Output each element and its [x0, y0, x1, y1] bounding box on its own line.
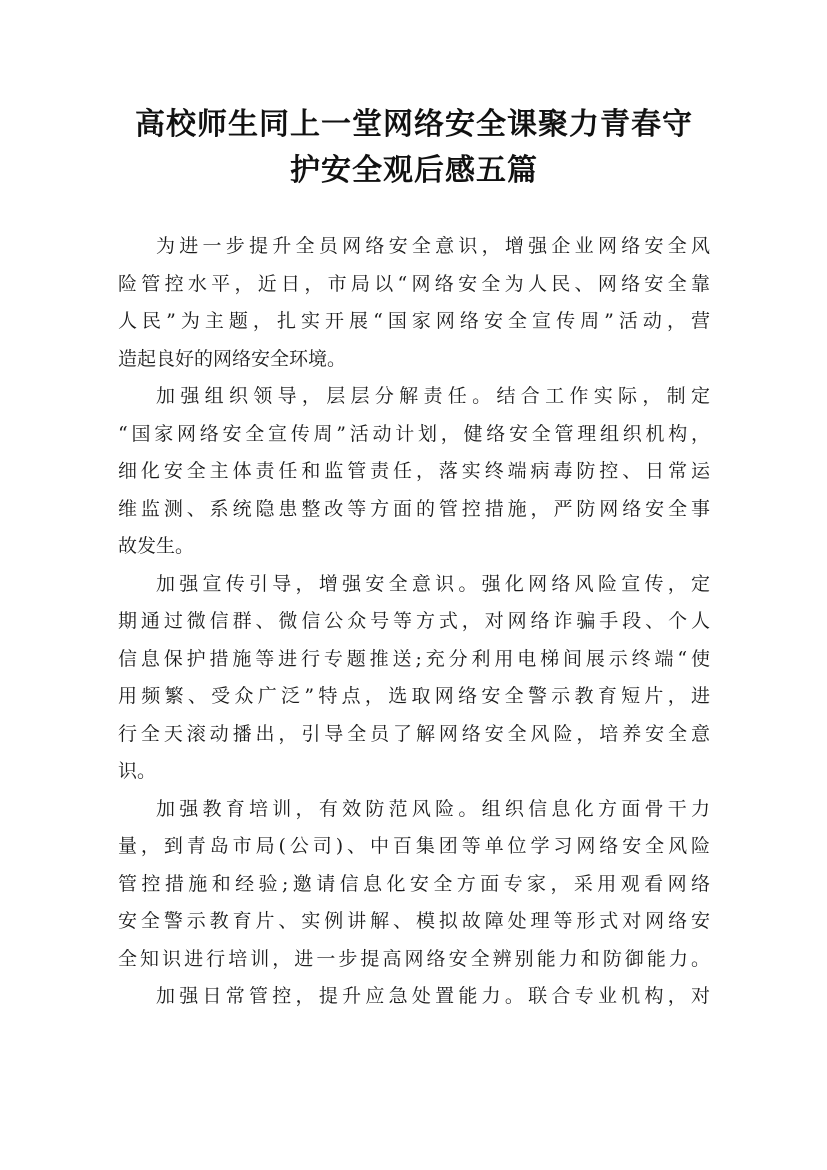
paragraph-line: 识。: [118, 760, 157, 782]
title-line: 护安全观后感五篇: [290, 153, 538, 188]
paragraph-line: 细化安全主体责任和监管责任，落实终端病毒防控、日常运: [118, 460, 710, 482]
paragraph-line: 行全天滚动播出，引导全员了解网络安全风险，培养安全意: [118, 722, 710, 745]
paragraph-line: 用频繁、受众广泛”特点，选取网络安全警示教育短片，进: [118, 685, 710, 707]
paragraph: [118, 978, 710, 1016]
title-line: 高校师生同上一堂网络安全课聚力青春守: [135, 107, 693, 142]
paragraph-line: 全知识进行培训，进一步提高网络安全辨别能力和防御能力。: [118, 947, 710, 970]
paragraph-line: 故发生。: [118, 535, 195, 557]
paragraph: [118, 228, 710, 378]
paragraph-line: 加强组织领导，层层分解责任。结合工作实际，制定: [156, 385, 710, 407]
paragraph-line: 管控措施和经验;邀请信息化安全方面专家，采用观看网络: [118, 872, 710, 895]
paragraph-line: 维监测、系统隐患整改等方面的管控措施，严防网络安全事: [118, 497, 710, 520]
document-title: [118, 102, 710, 194]
paragraph-line: “国家网络安全宣传周”活动计划，健络安全管理组织机构，: [118, 422, 710, 445]
document-body: [118, 228, 710, 1016]
paragraph-line: 险管控水平，近日，市局以“网络安全为人民、网络安全靠: [118, 272, 710, 295]
paragraph-line: 安全警示教育片、实例讲解、模拟故障处理等形式对网络安: [118, 910, 710, 932]
paragraph-line: 期通过微信群、微信公众号等方式，对网络诈骗手段、个人: [118, 610, 710, 632]
paragraph-line: 量，到青岛市局(公司)、中百集团等单位学习网络安全风险: [118, 835, 710, 857]
paragraph: [118, 378, 710, 566]
paragraph-line: 造起良好的网络安全环境。: [118, 347, 347, 370]
paragraph-line: 加强教育培训，有效防范风险。组织信息化方面骨干力: [156, 797, 710, 820]
paragraph-line: 加强日常管控，提升应急处置能力。联合专业机构，对: [156, 985, 710, 1007]
paragraph: [118, 791, 710, 979]
paragraph-line: 加强宣传引导，增强安全意识。强化网络风险宣传，定: [156, 572, 710, 595]
paragraph: [118, 566, 710, 791]
paragraph-line: 信息保护措施等进行专题推送;充分利用电梯间展示终端“使: [118, 647, 710, 670]
paragraph-line: 为进一步提升全员网络安全意识，增强企业网络安全风: [156, 235, 710, 257]
paragraph-line: 人民”为主题，扎实开展“国家网络安全宣传周”活动，营: [118, 310, 710, 332]
